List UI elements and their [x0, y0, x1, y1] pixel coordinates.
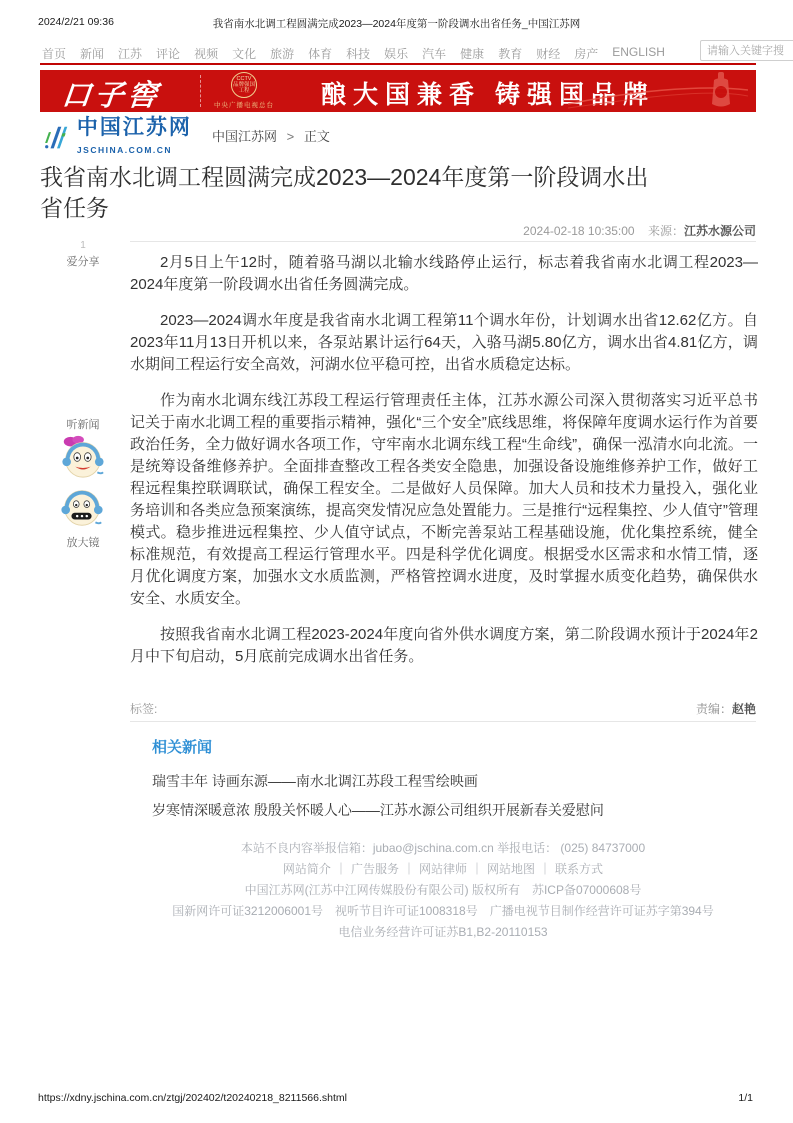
article-title: 我省南水北调工程圆满完成2023—2024年度第一阶段调水出省任务 [40, 164, 649, 221]
source-name: 江苏水源公司 [683, 224, 756, 238]
cctv-badge-line1: CCTV [236, 75, 252, 82]
article-paragraph: 2023—2024调水年度是我省南水北调工程第11个调水年份，计划调水出省12.62亿方。自2023年11月13日开机以来，各泵站累计运行64天，入骆马湖5.80亿方，调水出省4.81亿方，调水期间工程运行安全高效，河湖水位平稳可控，出省水质稳定达标。 [130, 312, 758, 373]
banner-slogan: 酿大国兼香 铸强国品牌 [321, 81, 655, 109]
cctv-badge-sub: 中央广播电视总台 [214, 102, 274, 109]
share-sidebar [52, 240, 114, 549]
share-count-badge: 1 [80, 240, 86, 251]
nav-item-home[interactable]: 首页 [42, 47, 67, 61]
nav-item-culture[interactable]: 文化 [232, 47, 257, 61]
print-datetime: 2024/2/21 09:36 [38, 16, 114, 28]
article-paragraph: 2月5日上午12时，随着骆马湖以北输水线路停止运行，标志着我省南水北调工程2023—2024年度第一阶段调水出省任务圆满完成。 [130, 254, 758, 293]
nav-item-news[interactable]: 新闻 [80, 47, 105, 61]
nav-item-english[interactable]: ENGLISH [612, 45, 665, 59]
print-header [0, 16, 793, 31]
footer-links: 网站简介 ｜ 广告服务 ｜ 网站律师 ｜ 网站地图 ｜ 联系方式 [282, 862, 604, 876]
footer-license-line: 国新网许可证3212006001号 视听节目许可证1008318号 广播电视节目制作经营许可证苏字第394号 [172, 904, 714, 918]
nav-item-video[interactable]: 视频 [194, 47, 219, 61]
editor-credit [696, 700, 756, 717]
nav-divider [40, 63, 756, 65]
article-paragraph: 作为南水北调东线江苏段工程运行管理责任主体，江苏水源公司深入贯彻落实习近平总书记关于南水北调工程的重要指示精神，强化“三个安全”底线思维，将保障年度调水运行作为首要政治任务，全力做好调水各项工作，守牢南水北调东线工程“生命线”，确保一泓清水向北流。一是统筹设备维修养护。全面排查整改工程各类安全隐患，加强设备设施维修养护工作，做好工程远程集控联调联试，确保工程安全。二是做好人员保障。加大人员和技术力量投入，强化业务培训和各类应急预案演练，提高突发情况应急处置能力。三是推行“远程集控、少人值守”管理模式。稳步推进远程集控、少人值守试点，不断完善泵站工程基础设施，优化集控系统，健全标准规范，有效提高工程运行管理水平。四是科学优化调度。根据受水区需求和水情工情，逐月优化调度方案，加强水文水质监测，严格管控调水进度，及时掌握水质变化趋势，确保供水安全、水质安全。 [130, 392, 758, 607]
footer-report-line: 本站不良内容举报信箱：jubao@jschina.com.cn 举报电话： (025) 84737000 [240, 841, 646, 855]
banner-separator [200, 75, 201, 107]
footer-link-lawyer[interactable]: 网站律师 [418, 862, 467, 876]
related-news-item[interactable]: 瑞雪丰年 诗画东源——南水北调江苏段工程雪绘映画 [152, 773, 478, 789]
ad-banner[interactable] [40, 70, 756, 112]
share-button[interactable]: 爱分享 [66, 256, 100, 268]
publish-time: 2024-02-18 10:35:00 [523, 224, 635, 238]
related-news-item[interactable]: 岁寒情深暖意浓 殷殷关怀暖人心——江苏水源公司组织开展新春关爱慰问 [152, 802, 604, 818]
print-url: https://xdny.jschina.com.cn/ztgj/202402/t20240218_8211566.shtml [38, 1092, 347, 1104]
footer-link-sitemap[interactable]: 网站地图 [487, 862, 536, 876]
editor-label: 责编： [695, 702, 732, 716]
breadcrumb-separator: > [286, 129, 295, 144]
listen-news-mascot-icon[interactable] [59, 434, 105, 480]
editor-name: 赵艳 [731, 702, 756, 716]
nav-item-tech[interactable]: 科技 [346, 47, 371, 61]
search-input[interactable] [700, 40, 793, 61]
bottle-icon [568, 70, 748, 112]
nav-item-finance[interactable]: 财经 [536, 47, 561, 61]
source-label: 来源： [647, 224, 684, 238]
related-news-title: 相关新闻 [152, 739, 213, 756]
nav-item-travel[interactable]: 旅游 [270, 47, 295, 61]
print-page-title: 我省南水北调工程圆满完成2023—2024年度第一阶段调水出省任务_中国江苏网 [212, 18, 581, 30]
listen-news-label: 听新闻 [66, 419, 100, 431]
cctv-badge-icon [212, 72, 276, 109]
footer-telecom-line: 电信业务经营许可证苏B1,B2-20110153 [338, 925, 548, 939]
article-body [130, 252, 758, 682]
site-name: 中国江苏网 [76, 116, 192, 139]
related-news [152, 736, 752, 825]
cctv-badge-line2: 品牌强国工程 [232, 81, 255, 95]
meta-divider [130, 241, 756, 242]
nav-item-jiangsu[interactable]: 江苏 [118, 47, 143, 61]
magnifier-mascot-icon[interactable] [59, 484, 105, 530]
footer-copyright-line: 中国江苏网(江苏中江网传媒股份有限公司) 版权所有 苏ICP备07000608号 [244, 883, 642, 897]
article-meta [130, 222, 756, 239]
footer-link-ads[interactable]: 广告服务 [350, 862, 399, 876]
breadcrumb [212, 126, 330, 145]
site-domain: JSCHINA.COM.CN [76, 145, 173, 155]
nav-item-auto[interactable]: 汽车 [422, 47, 447, 61]
nav-item-health[interactable]: 健康 [460, 47, 485, 61]
top-nav [42, 45, 665, 62]
breadcrumb-current: 正文 [303, 129, 330, 144]
nav-item-education[interactable]: 教育 [498, 47, 523, 61]
tags-label: 标签: [130, 702, 158, 716]
footer-link-about[interactable]: 网站简介 [282, 862, 331, 876]
breadcrumb-root[interactable]: 中国江苏网 [212, 129, 278, 144]
site-logo[interactable] [44, 116, 193, 158]
site-footer [130, 838, 756, 943]
tags-row [130, 700, 756, 717]
banner-brand-logo: 口子窖 [60, 78, 163, 112]
footer-link-contact[interactable]: 联系方式 [555, 862, 604, 876]
nav-item-entertainment[interactable]: 娱乐 [384, 47, 409, 61]
nav-item-realestate[interactable]: 房产 [574, 47, 599, 61]
site-logo-icon [44, 116, 69, 158]
article-paragraph: 按照我省南水北调工程2023-2024年度向省外供水调度方案，第二阶段调水预计于2024年2月中下旬启动，5月底前完成调水出省任务。 [130, 626, 758, 665]
print-page-number: 1/1 [738, 1092, 753, 1104]
tags-divider [130, 721, 756, 722]
magnifier-label[interactable]: 放大镜 [66, 537, 100, 549]
nav-item-comment[interactable]: 评论 [156, 47, 181, 61]
nav-item-sports[interactable]: 体育 [308, 47, 333, 61]
